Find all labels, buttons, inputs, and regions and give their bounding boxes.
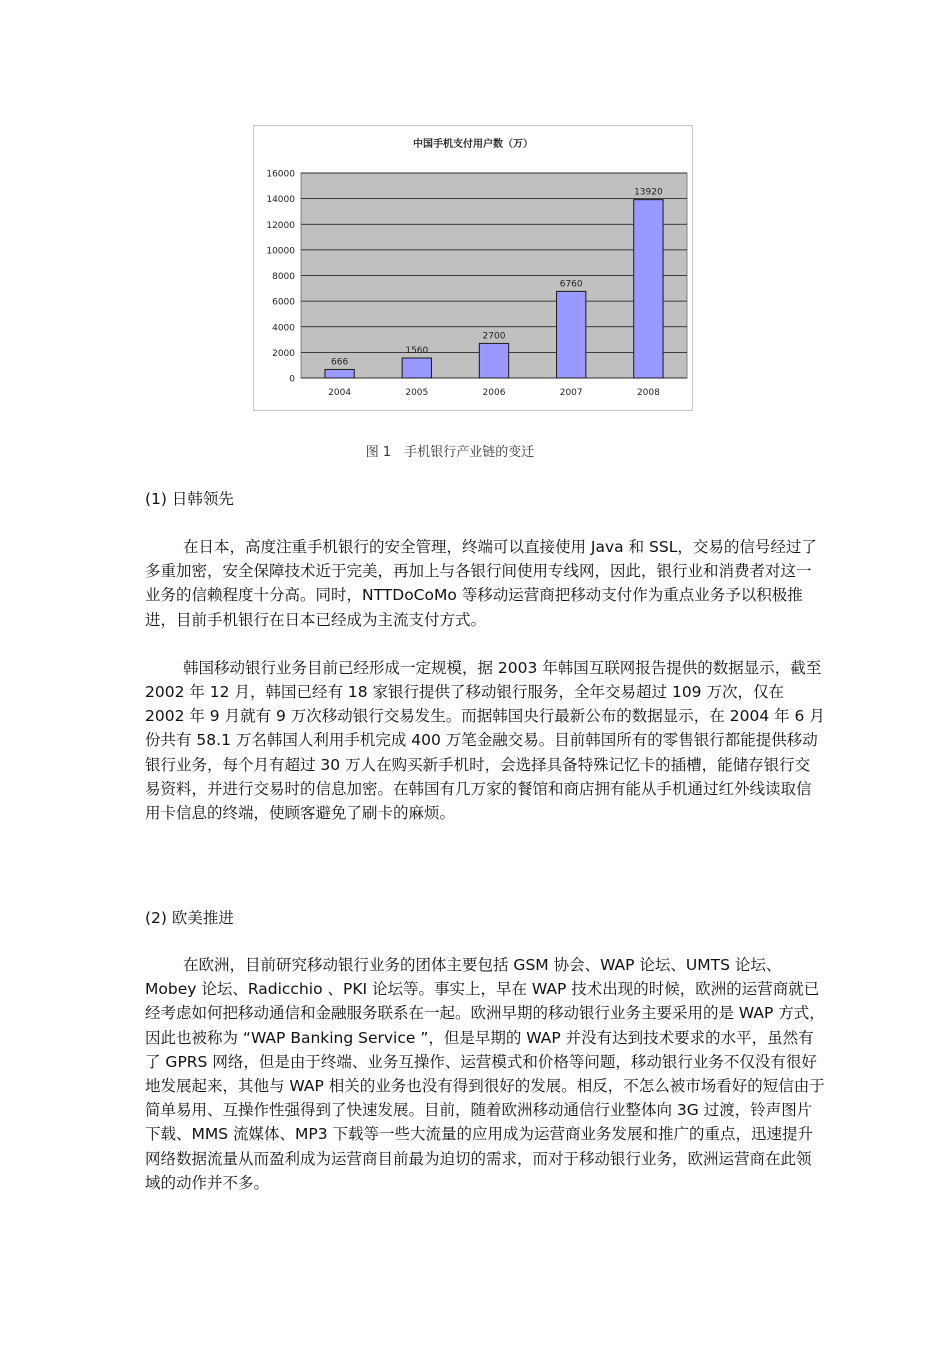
paragraph-japan: 在日本，高度注重手机银行的安全管理，终端可以直接使用 Java 和 SSL，交易的信号经过了多重加密，安全保障技术近于完美，再加上与各银行间使用专线网，因此，银行业和消费者对这一业务的信赖程度十分高。同时，NTTDoCoMo 等移动运营商把移动支付作为重点业务予以积极推进，目前手机银行在日本已经成为主流支付方式。 xyxy=(145,538,817,629)
y-tick-label: 16000 xyxy=(266,169,295,180)
bar xyxy=(634,200,663,378)
bar-value-label: 2700 xyxy=(482,331,506,342)
figure-caption: 图 1 手机银行产业链的变迁 xyxy=(365,445,535,460)
section-heading-europe-america: (2) 欧美推进 xyxy=(145,909,234,927)
x-tick-label: 2006 xyxy=(482,388,506,398)
paragraph-europe: 在欧洲，目前研究移动银行业务的团体主要包括 GSM 协会、WAP 论坛、UMTS 论坛、Mobey 论坛、Radicchio 、PKI 论坛等。事实上，早在 WAP 技术出现的时候，欧洲的运营商就已经考虑如何把移动通信和金融服务联系在一起。欧洲早期的移动银行业务主要采用的是 WAP 方式，因此也被称为 “WAP Banking Service ”，但是早期的 WAP 并没有达到技术要求的水平，虽然有了 GPRS 网络，但是由于终端、业务互操作、运营模式和价格等问题，移动银行业务不仅没有很好地发展起来，其他与 WAP 相关的业务也没有得到很好的发展。相反，不怎么被市场看好的短信由于简单易用、互操作性强得到了快速发展。目前，随着欧洲移动通信行业整体向 3G 过渡，铃声图片下载、MMS 流媒体、MP3 下载等一些大流量的应用成为运营商业务发展和推广的重点，迅速提升网络数据流量从而盈利成为运营商目前最为迫切的需求，而对于移动银行业务，欧洲运营商在此领域的动作并不多。 xyxy=(145,956,825,1192)
bar-value-label: 1560 xyxy=(405,346,429,357)
x-tick-label: 2007 xyxy=(559,388,583,398)
y-tick-label: 14000 xyxy=(266,195,295,206)
section-japan-korea-body xyxy=(145,535,825,825)
paragraph-korea: 韩国移动银行业务目前已经形成一定规模，据 2003 年韩国互联网报告提供的数据显示，截至 2002 年 12 月，韩国已经有 18 家银行提供了移动银行服务，全年交易超过 109 万次，仅在 2002 年 9 月就有 9 万次移动银行交易发生。而据韩国央行最新公布的数据显示，在 2004 年 6 月份共有 58.1 万名韩国人利用手机完成 400 万笔金融交易。目前韩国所有的零售银行都能提供移动银行业务，每个月有超过 30 万人在购买新手机时，会选择具备特殊记忆卡的插槽，能储存银行交易资料，并进行交易时的信息加密。在韩国有几万家的餐馆和商店拥有能从手机通过红外线读取信用卡信息的终端，使顾客避免了刷卡的麻烦。 xyxy=(145,658,825,823)
y-tick-label: 6000 xyxy=(272,297,295,308)
section-europe-america-body xyxy=(145,953,825,1195)
bar xyxy=(479,343,508,378)
y-tick-label: 12000 xyxy=(266,220,295,231)
x-tick-label: 2008 xyxy=(636,388,660,398)
y-tick-label: 10000 xyxy=(266,246,295,257)
bar-value-label: 666 xyxy=(331,357,349,368)
chart-figure xyxy=(253,125,693,411)
bar xyxy=(325,369,354,378)
y-tick-label: 0 xyxy=(289,374,295,385)
bar-value-label: 13920 xyxy=(634,187,663,198)
section-heading-japan-korea: (1) 日韩领先 xyxy=(145,490,234,508)
y-tick-label: 4000 xyxy=(272,323,295,334)
bar-chart xyxy=(254,126,692,410)
bar xyxy=(402,358,431,378)
bar xyxy=(557,291,586,378)
y-tick-label: 8000 xyxy=(272,272,295,282)
bar-value-label: 6760 xyxy=(559,279,583,290)
x-tick-label: 2004 xyxy=(328,388,352,398)
y-tick-label: 2000 xyxy=(272,348,295,359)
x-tick-label: 2005 xyxy=(405,388,429,398)
chart-title: 中国手机支付用户数（万） xyxy=(413,139,533,150)
